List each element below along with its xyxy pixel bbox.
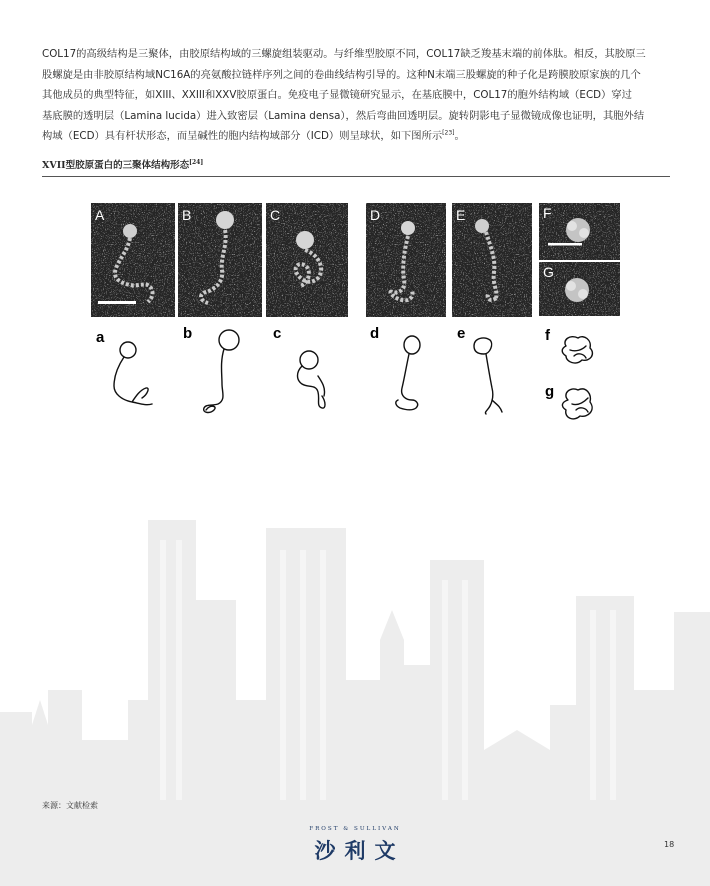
body-paragraph (42, 44, 670, 147)
body-line-3: 其他成员的典型特征，如XIII、XXIII和XXV胶原蛋白。免疫电子显微镜研究显示，在基底膜中，COL17的胞外结构域（ECD）穿过 (42, 89, 632, 102)
citation-24[interactable]: [24] (189, 158, 204, 166)
section-divider (42, 176, 670, 177)
source-note: 来源：文献检索 (42, 801, 98, 810)
micrograph-label-e: E (456, 207, 466, 223)
micrograph-panel-c (266, 203, 348, 317)
micrograph-label-c: C (270, 207, 281, 223)
trace-label-b: b (183, 325, 193, 342)
citation-23[interactable]: [23] (442, 129, 455, 137)
micrograph-panel-b (178, 203, 262, 317)
micrograph-label-g: G (543, 264, 554, 280)
micrograph-label-d: D (370, 207, 381, 223)
micrograph-label-b: B (182, 207, 192, 223)
body-line-5-end: 。 (454, 130, 465, 143)
trace-label-d: d (370, 325, 380, 342)
micrograph-panel-d (366, 203, 446, 317)
micrograph-panel-f (539, 203, 620, 260)
micrograph-panel-e (452, 203, 532, 317)
trace-label-c: c (273, 325, 282, 342)
figure-title (42, 157, 203, 171)
trace-label-f: f (545, 327, 550, 344)
body-line-1: COL17的高级结构是三聚体，由胶原结构域的三螺旋组装驱动。与纤维型胶原不同，COL17缺乏羧基末端的前体肽。相反，其胶原三 (42, 48, 646, 60)
figure-title-text: XVII型胶原蛋白的三聚体结构形态 (42, 160, 190, 171)
body-line-4: 基底膜的透明层（Lamina lucida）进入致密层（Lamina densa），然后弯曲回透明层。旋转阴影电子显微镜成像也证明，其胞外结 (42, 109, 645, 122)
logo-chinese: 沙利文 (314, 839, 405, 863)
page-number: 18 (664, 840, 675, 849)
trace-label-a: a (96, 329, 105, 346)
micrograph-panel-g (539, 262, 620, 316)
body-line-5: 构域（ECD）具有杆状形态，而呈碱性的胞内结构域部分（ICD）则呈球状，如下图所示 (42, 130, 443, 143)
trace-label-e: e (457, 325, 466, 342)
body-line-2: 股螺旋是由非胶原结构域NC16A的亮氨酸拉链样序列之间的卷曲线结构引导的。这种N末端三股螺旋的种子化是跨膜胶原家族的几个 (42, 68, 641, 81)
micrograph-label-f: F (543, 205, 552, 221)
logo-english: FROST & SULLIVAN (309, 826, 401, 832)
frost-sullivan-logo (300, 826, 410, 866)
micrograph-panel-a (91, 203, 175, 317)
trace-label-g: g (545, 383, 555, 400)
micrograph-label-a: A (95, 207, 105, 223)
